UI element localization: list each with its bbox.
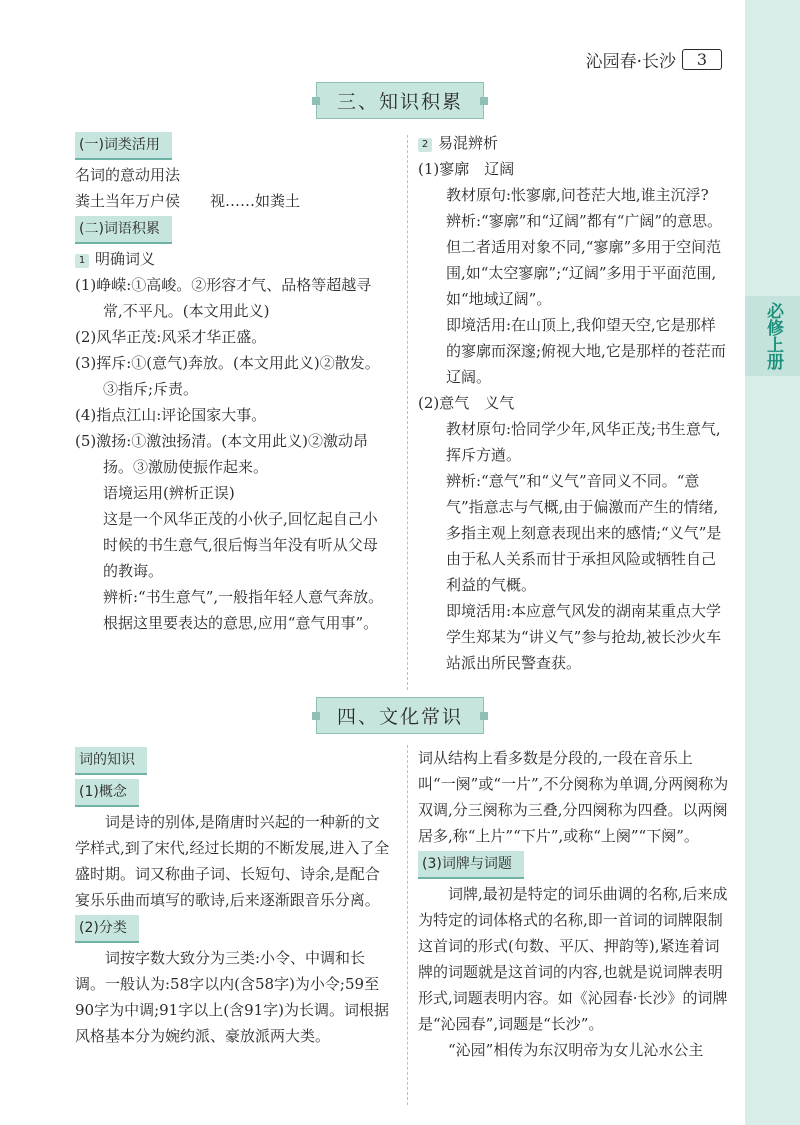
text-paragraph: (2)风华正茂:风采才华正盛。 [75, 328, 267, 346]
subsection-heading: (二)词语积累 [75, 216, 172, 244]
text-paragraph: 词从结构上看多数是分段的,一段在音乐上叫“一阕”或“一片”,不分阕称为单调,分两阕称为双调,分三阕称为三叠,分四阕称为四叠。以两阕居多,称“上片”“下片”,或称“上阕”“下阕”。 [418, 749, 729, 845]
text-paragraph: 语境运用(辨析正误) [103, 484, 235, 502]
subsection-heading-line [75, 777, 391, 809]
text-paragraph: 这是一个风华正茂的小伙子,回忆起自己小时候的书生意气,很后悔当年没有听从父母的教诲。 [103, 510, 378, 580]
text-paragraph: 即境活用:在山顶上,我仰望天空,它是那样的寥廓而深邃;俯视大地,它是那样的苍茫而辽阔。 [446, 316, 726, 386]
subsection-heading-line [75, 745, 391, 777]
text-paragraph: 名词的意动用法 [75, 166, 181, 184]
culture-left-column [75, 745, 391, 1049]
subsection-heading-line [75, 214, 391, 246]
text-paragraph: 辨析:“意气”和“义气”音同义不同。“意气”指意志与气概,由于偏激而产生的情绪,多指主观上刻意表现出来的感情;“义气”是由于私人关系而甘于承担风险或牺牲自己利益的气概。 [446, 472, 722, 594]
column-divider [407, 745, 408, 1105]
item-heading-text: 易混辨析 [438, 134, 499, 152]
text-paragraph: 教材原句:怅寥廓,问苍茫大地,谁主沉浮? [446, 186, 709, 204]
text-paragraph: “沁园”相传为东汉明帝为女儿沁水公主 [448, 1041, 704, 1059]
text-paragraph: 词按字数大致分为三类:小令、中调和长调。一般认为:58字以内(含58字)为小令;59至90字为中调;91字以上(含91字)为长调。词根据风格基本分为婉约派、豪放派两大类。 [75, 949, 390, 1045]
subsection-heading-line [75, 130, 391, 162]
side-tab: 必修上册 [745, 296, 800, 376]
subsection-heading-line [418, 849, 730, 881]
text-paragraph: (1)峥嵘:①高峻。②形容才气、品格等超越寻常,不平凡。(本文用此义) [75, 276, 372, 320]
section-title-knowledge: 三、知识积累 [316, 82, 484, 119]
culture-right-column [418, 745, 730, 1063]
numbered-heading [75, 246, 391, 272]
text-paragraph: 即境活用:本应意气风发的湖南某重点大学学生郑某为“讲义气”参与抢劫,被长沙火车站派出所民警查获。 [446, 602, 722, 672]
numbered-heading [418, 130, 730, 156]
text-paragraph: 粪土当年万户侯 视……如粪土 [75, 192, 301, 210]
text-paragraph: 辨析:“寥廓”和“辽阔”都有“广阔”的意思。但二者适用对象不同,“寥廓”多用于空间范围,如“太空寥廓”;“辽阔”多用于平面范围,如“地域辽阔”。 [446, 212, 723, 308]
page-number: 3 [682, 49, 722, 70]
running-header [586, 47, 722, 72]
subsection-heading: (一)词类活用 [75, 132, 172, 160]
knowledge-right-column [418, 130, 730, 676]
subsection-heading-line [75, 913, 391, 945]
header-title: 沁园春·长沙 [585, 52, 676, 72]
text-paragraph: (5)激扬:①激浊扬清。(本文用此义)②激动昂扬。③激励使振作起来。 [75, 432, 369, 476]
subsection-heading: (3)词牌与词题 [418, 851, 524, 879]
subsection-heading: (1)概念 [75, 779, 139, 807]
text-paragraph: (2)意气 义气 [418, 394, 515, 412]
text-paragraph: 词牌,最初是特定的词乐曲调的名称,后来成为特定的词体格式的名称,即一首词的词牌限制这首词的形式(句数、平仄、押韵等),紧连着词牌的词题就是这首词的内容,也就是说词牌表明形式,词题表明内容。如《沁园春·长沙》的词牌是“沁园春”,词题是“长沙”。 [418, 885, 728, 1033]
text-paragraph: 辨析:“书生意气”,一般指年轻人意气奔放。根据这里要表达的意思,应用“意气用事”。 [103, 588, 384, 632]
knowledge-left-column [75, 130, 391, 636]
column-divider [407, 135, 408, 690]
item-number-badge: 1 [75, 254, 89, 268]
text-paragraph: (1)寥廓 辽阔 [418, 160, 515, 178]
section-title-culture: 四、文化常识 [316, 697, 484, 734]
page-edge-strip [745, 0, 800, 1125]
subsection-heading: (2)分类 [75, 915, 139, 943]
text-paragraph: 教材原句:恰同学少年,风华正茂;书生意气,挥斥方遒。 [446, 420, 721, 464]
text-paragraph: (4)指点江山:评论国家大事。 [75, 406, 267, 424]
text-paragraph: (3)挥斥:①(意气)奔放。(本文用此义)②散发。③指斥;斥责。 [75, 354, 380, 398]
item-heading-text: 明确词义 [95, 250, 156, 268]
subsection-heading: 词的知识 [75, 747, 147, 775]
text-paragraph: 词是诗的别体,是隋唐时兴起的一种新的文学样式,到了宋代,经过长期的不断发展,进入了全盛时期。词又称曲子词、长短句、诗余,是配合宴乐乐曲而填写的歌诗,后来逐渐跟音乐分离。 [75, 813, 390, 909]
item-number-badge: 2 [418, 138, 432, 152]
